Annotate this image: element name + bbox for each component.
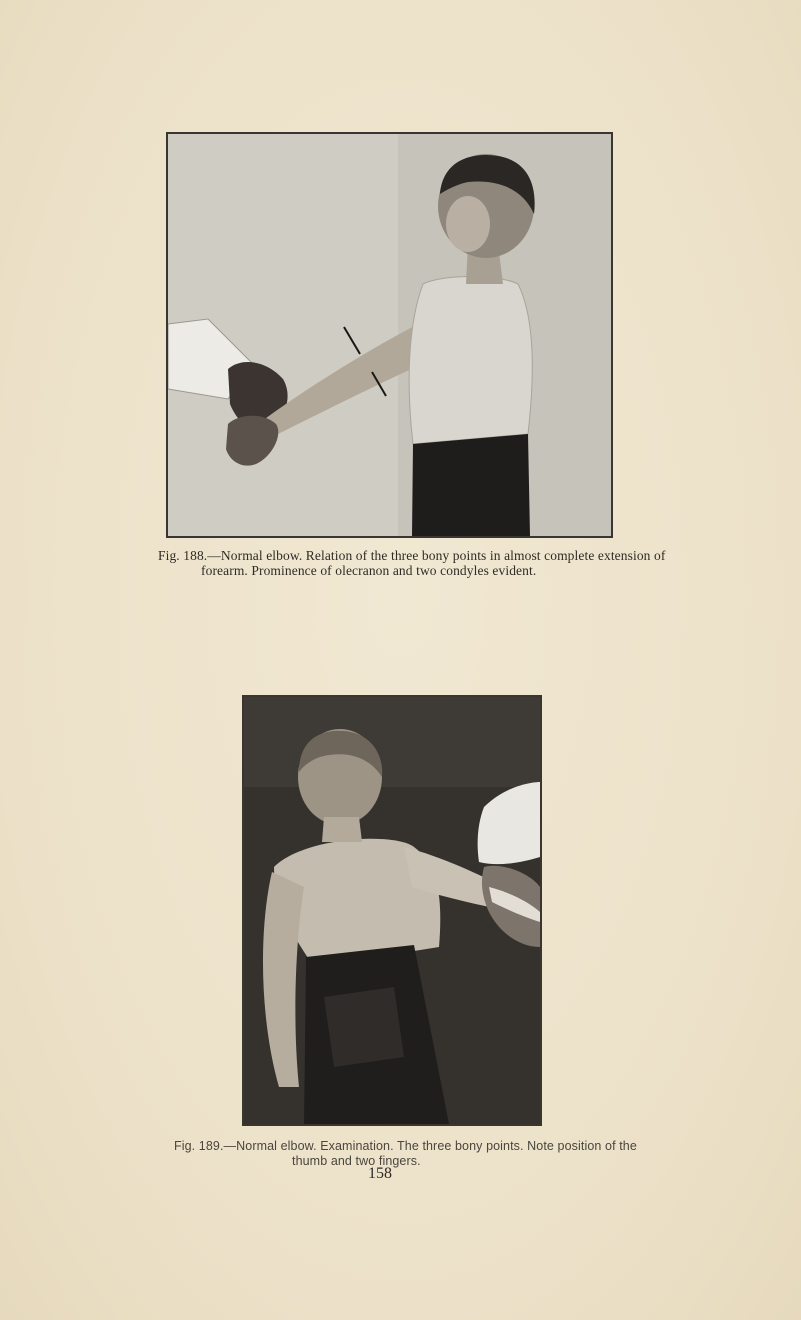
figure-189-caption-line2: thumb and two fingers. [292, 1154, 421, 1168]
figure-189-illustration [244, 697, 540, 1124]
figure-188-photograph [166, 132, 613, 538]
figure-189-photograph [242, 695, 542, 1126]
figure-189-caption [174, 1139, 794, 1169]
figure-188-label: Fig. 188. [158, 548, 208, 563]
figure-188-illustration [168, 134, 611, 536]
figure-188-caption [158, 548, 798, 578]
figure-188-caption-line1: —Normal elbow. Relation of the three bony points in almost complete extension of [207, 548, 666, 563]
figure-188-caption-line2: forearm. Prominence of olecranon and two condyles evident. [201, 563, 537, 578]
figure-189-label: Fig. 189. [174, 1139, 224, 1153]
figure-189-caption-line1: —Normal elbow. Examination. The three bony points. Note position of the [223, 1139, 637, 1153]
page-number: 158 [368, 1165, 392, 1182]
